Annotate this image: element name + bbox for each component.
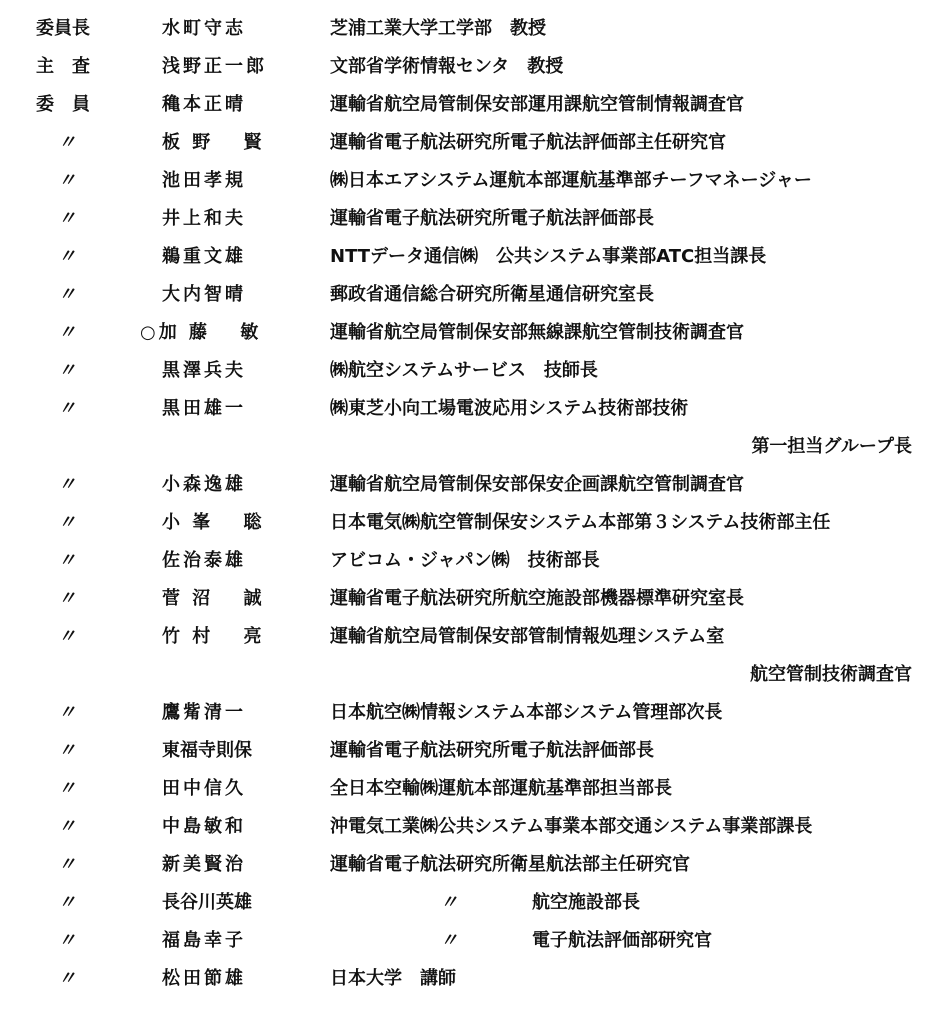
member-role: 〃 [58,398,76,419]
member-title: 日本電気㈱航空管制保安システム本部第３システム技術部主任 [330,512,831,533]
list-item [0,352,934,390]
member-role: 〃 [58,816,76,837]
member-name: 東福寺則保 [162,740,252,761]
member-title: 電子航法評価部研究官 [532,930,712,951]
list-item [0,960,934,998]
member-role: 〃 [58,132,76,153]
member-role: 〃 [58,626,76,647]
member-title: 文部省学術情報センタ 教授 [330,56,564,77]
list-item [0,200,934,238]
member-title: 航空施設部長 [532,892,640,913]
member-name: 穐本正晴 [162,94,246,115]
member-name: 池田孝規 [162,170,246,191]
list-item [0,922,934,960]
list-item [0,314,934,352]
member-title: 運輸省航空局管制保安部保安企画課航空管制調査官 [330,474,744,495]
member-name: 竹 村 亮 [162,626,265,647]
list-item [0,542,934,580]
list-item-continuation [0,656,934,694]
member-name: 板 野 賢 [162,132,265,153]
list-item [0,884,934,922]
member-role: 委 員 [36,94,90,115]
member-name: 大内智晴 [162,284,246,305]
member-name: 中島敏和 [162,816,246,837]
member-name: 井上和夫 [162,208,246,229]
list-item [0,162,934,200]
member-name: 田中信久 [162,778,246,799]
list-item [0,390,934,428]
member-title: 芝浦工業大学工学部 教授 [330,18,546,39]
member-role: 委員長 [36,18,90,39]
list-item [0,808,934,846]
member-name: 水町守志 [162,18,246,39]
list-item [0,770,934,808]
member-role: 〃 [58,930,76,951]
member-name: 小森逸雄 [162,474,246,495]
member-role: 〃 [58,740,76,761]
list-item-continuation [0,428,934,466]
member-name: ○加 藤 敏 [140,322,262,343]
list-item [0,48,934,86]
list-item [0,10,934,48]
list-item [0,618,934,656]
list-item [0,124,934,162]
list-item [0,504,934,542]
member-title: ㈱日本エアシステム運航本部運航基準部チーフマネージャー [330,170,812,191]
list-item [0,580,934,618]
member-role: 〃 [58,284,76,305]
member-title: 郵政省通信総合研究所衛星通信研究室長 [330,284,654,305]
member-role: 〃 [58,588,76,609]
member-role: 〃 [58,550,76,571]
member-role: 〃 [58,474,76,495]
member-role: 〃 [58,778,76,799]
member-title: 日本航空㈱情報システム本部システム管理部次長 [330,702,723,723]
member-name: 鵜重文雄 [162,246,246,267]
member-title-ditto: 〃 [440,892,458,913]
member-name: 鷹觜清一 [162,702,246,723]
member-title: 運輸省電子航法研究所電子航法評価部主任研究官 [330,132,726,153]
list-item [0,238,934,276]
list-item [0,694,934,732]
member-title: 全日本空輸㈱運航本部運航基準部担当部長 [330,778,672,799]
member-name: 黒田雄一 [162,398,246,419]
member-name: 佐治泰雄 [162,550,246,571]
member-role: 〃 [58,246,76,267]
list-item [0,846,934,884]
member-name: 小 峯 聡 [162,512,265,533]
list-item [0,276,934,314]
member-role: 〃 [58,968,76,989]
member-title: 運輸省航空局管制保安部管制情報処理システム室 [330,626,725,647]
member-title: NTTデータ通信㈱ 公共システム事業部ATC担当課長 [330,246,767,267]
member-title: 運輸省電子航法研究所衛星航法部主任研究官 [330,854,690,875]
member-role: 〃 [58,702,76,723]
member-name: 菅 沼 誠 [162,588,265,609]
member-role: 〃 [58,322,76,343]
member-title: 運輸省航空局管制保安部無線課航空管制技術調査官 [330,322,744,343]
member-role: 〃 [58,892,76,913]
member-role: 〃 [58,512,76,533]
member-title: アビコム・ジャパン㈱ 技術部長 [330,550,600,571]
member-title: 運輸省電子航法研究所電子航法評価部長 [330,208,654,229]
member-name: 浅野正一郎 [162,56,267,77]
member-title-continuation: 第一担当グループ長 [751,436,912,457]
member-name: 福島幸子 [162,930,246,951]
list-item [0,466,934,504]
member-title: 運輸省航空局管制保安部運用課航空管制情報調査官 [330,94,744,115]
member-role: 〃 [58,360,76,381]
member-title: 運輸省電子航法研究所航空施設部機器標準研究室長 [330,588,744,609]
member-title: ㈱航空システムサービス 技師長 [330,360,598,381]
list-item [0,732,934,770]
member-name: 黒澤兵夫 [162,360,246,381]
member-role: 〃 [58,208,76,229]
member-name: 長谷川英雄 [162,892,252,913]
member-role: 〃 [58,854,76,875]
member-role: 主 査 [36,56,90,77]
member-title-ditto: 〃 [440,930,458,951]
member-title: 沖電気工業㈱公共システム事業本部交通システム事業部課長 [330,816,813,837]
member-title: 日本大学 講師 [330,968,456,989]
member-name: 松田節雄 [162,968,246,989]
member-title: ㈱東芝小向工場電波応用システム技術部技術 [330,398,689,419]
list-item [0,86,934,124]
member-title: 運輸省電子航法研究所電子航法評価部長 [330,740,654,761]
member-title-continuation: 航空管制技術調査官 [750,664,912,685]
member-role: 〃 [58,170,76,191]
member-name: 新美賢治 [162,854,246,875]
